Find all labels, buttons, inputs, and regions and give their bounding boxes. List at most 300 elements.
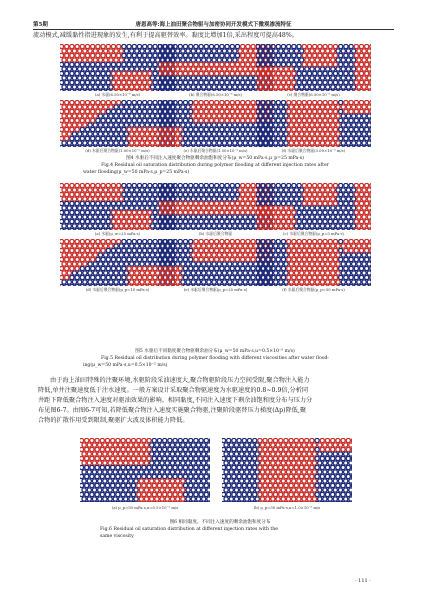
oil-filled-pore [240,461,244,465]
water-swept-pore [365,192,369,196]
oil-filled-pore [137,53,141,57]
water-swept-pore [96,192,100,196]
oil-filled-pore [271,136,275,140]
oil-filled-pore [171,58,175,62]
water-swept-pore [85,44,89,48]
oil-filled-pore [158,239,162,243]
oil-filled-pore [349,275,353,279]
oil-filled-pore [135,262,139,266]
oil-filled-pore [349,62,353,66]
oil-filled-pore [281,44,285,48]
oil-filled-pore [349,228,353,230]
water-swept-pore [246,201,250,205]
water-swept-pore [318,443,322,447]
water-swept-pore [130,85,134,89]
water-swept-pore [320,271,324,275]
oil-filled-pore [176,470,180,474]
water-swept-pore [313,53,317,57]
oil-filled-pore [217,76,221,80]
oil-filled-pore [341,123,345,127]
water-swept-pore [271,479,275,483]
oil-filled-pore [130,253,134,257]
water-swept-pore [307,488,311,492]
water-swept-pore [215,201,219,205]
oil-filled-pore [85,492,89,496]
oil-filled-pore [207,461,210,465]
water-swept-pore [117,183,121,187]
water-swept-pore [359,183,363,187]
water-swept-pore [119,76,123,80]
water-swept-pore [307,145,311,147]
water-swept-pore [354,219,358,223]
water-swept-pore [279,465,283,469]
water-swept-pore [243,67,247,71]
water-swept-pore [359,239,363,243]
oil-filled-pore [243,123,247,127]
oil-filled-pore [189,80,193,84]
water-swept-pore [228,244,232,248]
water-swept-pore [315,197,319,201]
oil-filled-pore [148,248,152,252]
oil-filled-pore [222,123,226,127]
water-swept-pore [246,257,250,261]
water-swept-pore [158,62,162,66]
oil-filled-pore [186,123,190,127]
oil-filled-pore [111,483,115,487]
oil-filled-pore [111,62,115,66]
water-swept-pore [315,253,319,257]
water-swept-pore [336,438,340,442]
oil-filled-pore [215,145,219,147]
oil-filled-pore [245,479,249,483]
oil-filled-pore [349,488,352,492]
oil-filled-pore [256,248,260,252]
oil-filled-pore [158,89,162,91]
water-swept-pore [315,280,319,284]
water-swept-pore [264,114,268,118]
oil-filled-pore [215,44,219,48]
oil-filled-pore [233,197,237,201]
oil-filled-pore [276,100,280,104]
oil-filled-pore [161,85,165,89]
oil-filled-pore [137,62,141,66]
oil-filled-pore [178,239,182,243]
oil-filled-pore [173,44,177,48]
water-swept-pore [318,284,322,286]
fig4-caption [55,155,375,176]
oil-filled-pore [75,210,79,214]
oil-filled-pore [194,492,198,496]
water-swept-pore [72,197,76,201]
water-swept-pore [359,80,363,84]
oil-filled-pore [121,483,125,487]
oil-filled-pore [325,465,329,469]
oil-filled-pore [222,474,226,478]
oil-filled-pore [174,53,175,57]
oil-filled-pore [354,257,358,261]
oil-filled-pore [261,201,265,205]
water-swept-pore [144,488,148,492]
oil-filled-pore [150,123,154,127]
oil-filled-pore [331,474,335,478]
oil-filled-pore [122,201,126,205]
oil-filled-pore [272,80,273,84]
main-paragraph [38,376,394,426]
water-swept-pore [233,114,237,118]
oil-filled-pore [235,44,239,48]
oil-filled-pore [183,183,187,187]
oil-filled-pore [160,470,164,474]
water-swept-pore [341,105,345,109]
water-swept-pore [119,224,123,228]
water-swept-pore [137,284,141,286]
water-swept-pore [310,447,314,451]
water-swept-pore [220,201,224,205]
oil-filled-pore [158,71,162,75]
oil-filled-pore [209,483,210,487]
water-swept-pore [310,58,314,62]
oil-filled-pore [124,271,128,275]
oil-filled-pore [145,105,149,109]
oil-filled-pore [75,228,79,230]
oil-filled-pore [161,49,165,53]
oil-filled-pore [341,215,345,219]
water-swept-pore [276,461,280,465]
oil-filled-pore [338,497,342,501]
oil-filled-pore [173,257,177,261]
oil-filled-pore [196,497,200,501]
oil-filled-pore [181,76,185,80]
oil-filled-pore [344,257,348,261]
water-swept-pore [209,210,213,214]
water-swept-pore [256,89,260,91]
oil-filled-pore [266,266,270,270]
oil-filled-pore [130,123,134,127]
oil-filled-pore [137,257,141,261]
water-swept-pore [367,188,371,192]
oil-filled-pore [103,497,107,501]
water-swept-pore [85,447,89,451]
oil-filled-pore [238,280,242,284]
oil-filled-pore [176,452,180,456]
water-swept-pore [150,132,154,136]
oil-filled-pore [127,118,131,122]
oil-filled-pore [189,266,193,270]
oil-filled-pore [166,67,170,71]
oil-filled-pore [292,192,296,196]
oil-filled-pore [114,141,118,145]
oil-filled-pore [181,461,185,465]
water-swept-pore [323,248,327,252]
oil-filled-pore [100,465,104,469]
water-swept-pore [258,206,262,210]
water-swept-pore [194,257,198,261]
oil-filled-pore [67,280,71,284]
oil-filled-pore [72,85,76,89]
oil-filled-pore [351,492,352,496]
oil-filled-pore [85,62,89,66]
water-swept-pore [131,447,135,451]
oil-filled-pore [83,85,87,89]
oil-filled-pore [173,465,177,469]
water-swept-pore [289,280,293,284]
oil-filled-pore [209,44,213,48]
water-swept-pore [215,118,219,122]
oil-filled-pore [158,228,162,230]
oil-filled-pore [344,62,348,66]
oil-filled-pore [341,114,345,118]
oil-filled-pore [75,62,79,66]
oil-filled-pore [261,275,265,279]
water-swept-pore [178,266,182,270]
water-swept-pore [228,105,232,109]
oil-filled-pore [349,210,353,214]
oil-filled-pore [339,201,343,205]
oil-filled-pore [215,275,219,279]
oil-filled-pore [158,257,162,261]
oil-filled-pore [124,197,128,201]
water-swept-pore [163,127,167,131]
oil-filled-pore [341,76,345,80]
oil-filled-pore [85,201,89,205]
oil-filled-pore [176,123,180,127]
oil-filled-pore [325,483,329,487]
oil-filled-pore [75,219,79,223]
water-swept-pore [359,201,363,205]
oil-filled-pore [300,67,304,71]
oil-filled-pore [199,447,203,451]
water-swept-pore [310,114,314,118]
oil-filled-pore [256,201,260,205]
water-swept-pore [135,141,139,145]
oil-filled-pore [62,85,66,89]
water-swept-pore [111,44,115,48]
oil-filled-pore [354,127,358,131]
oil-filled-pore [320,483,324,487]
water-swept-pore [359,62,363,66]
oil-filled-pore [189,284,193,286]
oil-filled-pore [276,62,280,66]
oil-filled-pore [98,67,102,71]
oil-filled-pore [212,271,216,275]
oil-filled-pore [362,141,366,145]
water-swept-pore [267,62,271,66]
oil-filled-pore [367,132,371,136]
water-swept-pore [305,501,309,502]
oil-filled-pore [346,501,350,502]
oil-filled-pore [80,483,84,487]
oil-filled-pore [274,253,278,257]
oil-filled-pore [178,438,182,442]
oil-filled-pore [104,76,108,80]
oil-filled-pore [224,461,228,465]
water-swept-pore [103,443,107,447]
oil-filled-pore [359,275,363,279]
oil-filled-pore [209,492,210,496]
oil-filled-pore [145,58,149,62]
oil-filled-pore [242,456,246,460]
water-swept-pore [307,257,311,261]
oil-filled-pore [165,105,169,109]
oil-filled-pore [168,192,172,196]
water-swept-pore [305,132,309,136]
oil-filled-pore [124,479,128,483]
fig4-panel-a [60,44,175,91]
oil-filled-pore [266,136,270,140]
oil-filled-pore [251,89,255,91]
water-swept-pore [196,114,200,118]
water-swept-pore [113,461,117,465]
water-swept-pore [305,280,309,284]
water-swept-pore [85,192,89,196]
oil-filled-pore [243,280,247,284]
oil-filled-pore [323,210,327,214]
water-swept-pore [137,71,141,75]
water-swept-pore [114,197,118,201]
oil-filled-pore [96,145,100,147]
oil-filled-pore [189,183,193,187]
water-swept-pore [134,461,138,465]
oil-filled-pore [349,145,353,147]
water-swept-pore [268,67,272,71]
oil-filled-pore [178,53,182,57]
water-swept-pore [225,100,229,104]
oil-filled-pore [160,224,164,228]
water-swept-pore [176,280,180,284]
oil-filled-pore [109,224,113,228]
oil-filled-pore [196,479,200,483]
oil-filled-pore [127,183,131,187]
water-swept-pore [370,201,371,205]
oil-filled-pore [209,183,213,187]
oil-filled-pore [346,197,350,201]
water-swept-pore [310,501,314,502]
oil-filled-pore [217,132,221,136]
pore-network-image [222,438,352,502]
oil-filled-pore [104,253,108,257]
water-swept-pore [225,248,229,252]
oil-filled-pore [235,136,239,140]
water-swept-pore [258,76,262,80]
oil-filled-pore [217,49,221,53]
fig6-label-a: (a) μ_p=50 mPa·s,u=0.5×10⁻⁵ m/s [111,505,179,510]
water-swept-pore [273,465,277,469]
water-swept-pore [111,183,115,187]
oil-filled-pore [137,248,141,252]
water-swept-pore [328,257,332,261]
water-swept-pore [261,71,265,75]
water-swept-pore [310,438,314,442]
oil-filled-pore [263,188,267,192]
water-swept-pore [269,105,273,109]
water-swept-pore [204,201,208,205]
water-swept-pore [326,49,330,53]
oil-filled-pore [169,100,173,104]
water-swept-pore [158,266,162,270]
oil-filled-pore [241,127,245,131]
oil-filled-pore [85,210,89,214]
water-swept-pore [284,224,288,228]
water-swept-pore [181,497,185,501]
fig4-panel-e [158,100,273,147]
oil-filled-pore [281,239,285,243]
water-swept-pore [83,49,87,53]
water-swept-pore [315,114,319,118]
oil-filled-pore [204,127,208,131]
oil-filled-pore [344,266,348,270]
oil-filled-pore [124,58,128,62]
water-swept-pore [328,248,332,252]
water-swept-pore [83,114,87,118]
oil-filled-pore [272,136,273,140]
water-swept-pore [287,118,291,122]
oil-filled-pore [72,67,76,71]
water-swept-pore [238,197,242,201]
oil-filled-pore [189,118,193,122]
water-swept-pore [117,80,121,84]
oil-filled-pore [93,271,97,275]
oil-filled-pore [160,58,164,62]
oil-filled-pore [135,105,139,109]
oil-filled-pore [251,275,255,279]
oil-filled-pore [281,100,285,104]
oil-filled-pore [349,127,353,131]
oil-filled-pore [271,257,275,261]
water-swept-pore [137,266,141,270]
oil-filled-pore [268,188,272,192]
water-swept-pore [326,188,330,192]
water-swept-pore [212,206,216,210]
oil-filled-pore [72,76,76,80]
oil-filled-pore [137,44,141,48]
oil-filled-pore [171,85,175,89]
water-swept-pore [281,452,285,456]
oil-filled-pore [153,118,157,122]
water-swept-pore [116,456,120,460]
oil-filled-pore [130,105,134,109]
oil-filled-pore [87,488,91,492]
oil-filled-pore [171,49,175,53]
oil-filled-pore [194,89,198,91]
water-swept-pore [96,248,100,252]
oil-filled-pore [140,123,144,127]
water-swept-pore [259,49,263,53]
water-swept-pore [209,71,213,75]
water-swept-pore [78,244,82,248]
oil-filled-pore [370,136,371,140]
oil-filled-pore [266,201,270,205]
oil-filled-pore [258,49,262,53]
oil-filled-pore [135,253,139,257]
oil-filled-pore [207,443,210,447]
oil-filled-pore [318,488,322,492]
oil-filled-pore [191,280,195,284]
oil-filled-pore [117,109,121,113]
header-rule [33,29,394,30]
oil-filled-pore [284,188,288,192]
water-swept-pore [300,141,304,145]
water-swept-pore [132,219,136,223]
oil-filled-pore [222,141,226,145]
oil-filled-pore [122,145,126,147]
oil-filled-pore [189,483,193,487]
oil-filled-pore [96,89,100,91]
water-swept-pore [354,183,358,187]
oil-filled-pore [237,483,241,487]
water-swept-pore [143,275,147,279]
water-swept-pore [113,452,117,456]
water-swept-pore [243,244,247,248]
